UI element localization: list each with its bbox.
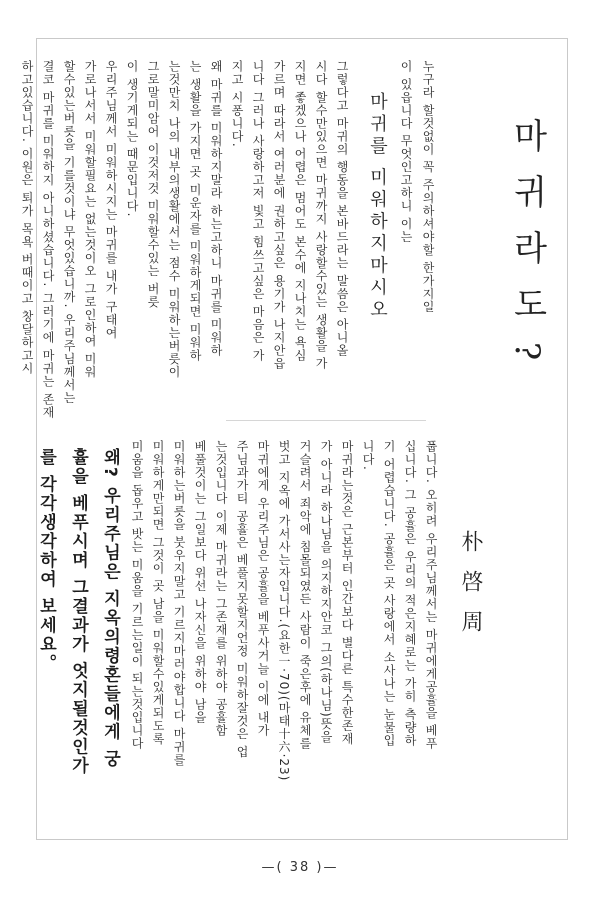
body-column: 마귀라는것은 근본부터 인간보다 별다른 특수한존재 (340, 440, 354, 746)
closing-column: 왜? 우리주님은 지옥의령혼들에게 궁 (100, 448, 120, 769)
body-column: 가르며 따라서 여러분에 권하고싶은 용기가 나지안읍 (272, 60, 286, 371)
body-column: 거슬려서 죄악에 침몰되였든 사람이 죽은후에 유체를 (298, 440, 312, 751)
author-name: 朴啓周 (458, 530, 483, 650)
body-column: 하고있습니다. 이원은 퇴가 목욕 버때이고 창달하고시 (20, 60, 34, 375)
body-column: 지면 좋겠으나 어렵은 멈어도 본수에 지나치는 욕심 (293, 60, 307, 362)
body-column: 베풀것이는 그일보다 위선 나자신을 위하야 남을 (193, 440, 207, 725)
body-column: 는것만치 나의 내부의생활에서는 점수 미워하는버릇이 (167, 60, 181, 379)
body-column: 십니다. 그 공휼은 우리의 적은지혜로는 가히 측량하 (403, 440, 417, 747)
body-column: 이 있읍니다 무엇인고하니 이는 (399, 60, 413, 244)
closing-column: 를 각각생각하여 보세요。 (36, 448, 56, 673)
body-column: 미워하는버릇을 붓우지말고 기르지마러야합니다 마귀를 (172, 440, 186, 767)
body-column: 풉니다. 오히려 우리주님께서는 마귀에게공휼을 베푸 (424, 440, 438, 751)
section-divider (226, 420, 426, 421)
body-column: 기 어렵습니다. 공휼은 곳 사랑에서 소사나는 눈물입 (382, 440, 396, 747)
body-column: 벗고 지옥에 가서사는자입니다.(요한一·70)(마태十六·23) (277, 440, 291, 782)
body-column: 지고 시퐁니다. (230, 60, 244, 148)
body-column: 왜 마귀를 미워하지말라 하는고하니 마귀를 미워하 (209, 60, 223, 358)
body-column: 미움을 돕우고 밧는 미움을 기르는일이 되는것입니다 (130, 440, 144, 751)
body-column: 그렇다고 마귀의 행동을 본바드라는 말씀은 아니올 (335, 60, 349, 358)
page-title: 마귀라도? (507, 118, 547, 383)
body-column: 가로나서서 미워할필요는 없는것이오 그로인하여 미워 (83, 60, 97, 379)
body-column: 결코 마귀를 미워하지 아니하셨습니다. 그러기에 마귀는 존재 (41, 60, 55, 419)
body-column: 이 생기게되는 때문입니다. (125, 60, 139, 218)
section-heading: 마귀를 미워하지마시오 (367, 92, 388, 322)
body-column: 누구라 할것없이 꼭 주의하셔야할 한가지일 (421, 60, 435, 314)
body-column: 니다 그러나 사랑하고저 빛고 힘쓰고싶은 마음은 가 (251, 60, 265, 362)
body-column: 마귀에게 우리주님은 공휼을 베푸사거늘 이에 내가 (256, 440, 270, 738)
body-column: 우리주님께서 미워하시지는 마귀를 내가 구태여 (104, 60, 118, 340)
body-column: 가 아니라 하나님을 의지하지안코 그의(하나님)뜻을 (319, 440, 333, 744)
body-column: 주님과가티 공휼은 베풀지못할지언정 미워하잘것은 업 (235, 440, 249, 759)
body-column: 니다. (361, 440, 375, 471)
body-column: 는 생활을 가지면 곳 미운자를 미워하게되면 미워하 (188, 60, 202, 362)
body-column: 미워하게만되면 그것이 곳 남을 미워할수있게되도록 (151, 440, 165, 746)
body-column: 할수있는버릇을 기를것이냐 무엇있습니까. 우리주님께서는 (62, 60, 76, 405)
page-number: —( 38 )— (261, 860, 339, 875)
body-column: 시다 할수만있으면 마귀까지 사랑할수있는 생활을 가 (314, 60, 328, 371)
closing-column: 휼을 베푸시며 그결과가 엇지될것인가 (68, 448, 88, 776)
body-column: 는것입니다 이제 마귀라는 그존재를 위하야 공휼함 (214, 440, 228, 738)
body-column: 그로말미암어 이것저것 미워할수있는 버릇 (146, 60, 160, 309)
